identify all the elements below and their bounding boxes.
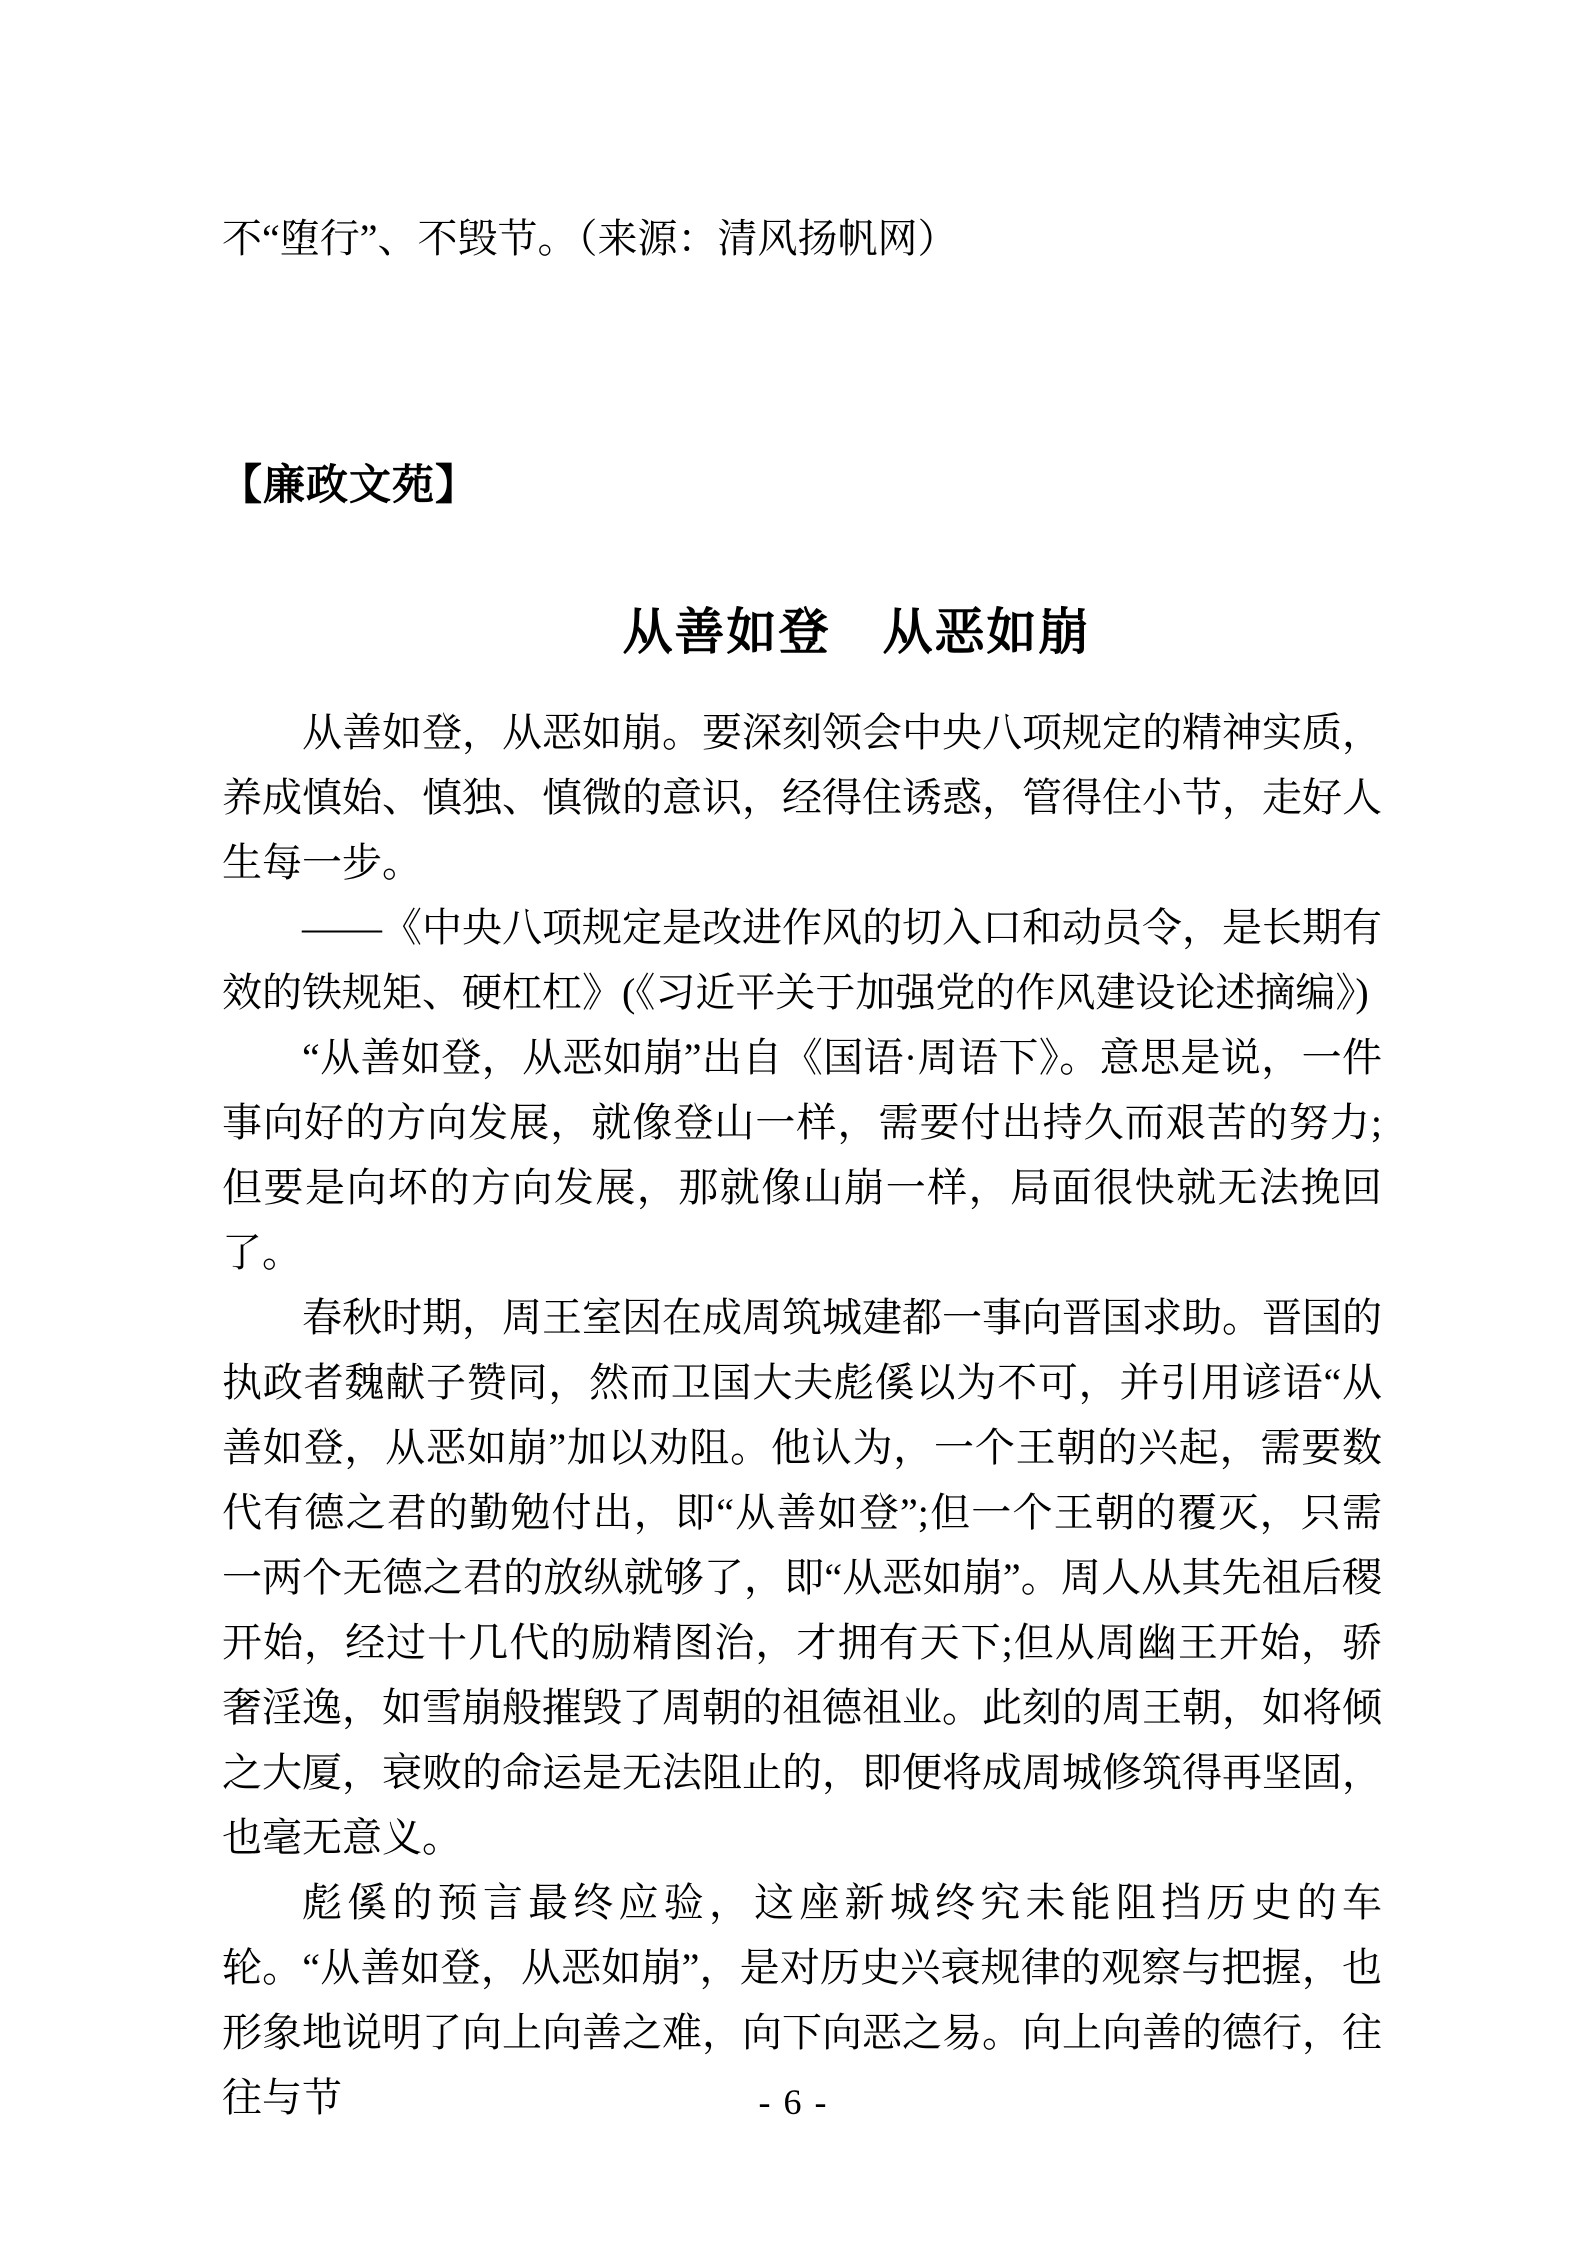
article-body [222, 700, 1382, 2130]
body-paragraph: 春秋时期，周王室因在成周筑城建都一事向晋国求助。晋国的执政者魏献子赞同，然而卫国大夫彪傒以为不可，并引用谚语“从善如登，从恶如崩”加以劝阻。他认为，一个王朝的兴起，需要数代有德之君的勤勉付出，即“从善如登”;但一个王朝的覆灭，只需一两个无德之君的放纵就够了，即“从恶如崩”。周人从其先祖后稷开始，经过十几代的励精图治，才拥有天下;但从周幽王开始，骄奢淫逸，如雪崩般摧毁了周朝的祖德祖业。此刻的周王朝，如将倾之大厦，衰败的命运是无法阻止的，即便将成周城修筑得再坚固，也毫无意义。 [222, 1295, 1382, 1860]
section-header: 【廉政文苑】 [220, 463, 479, 509]
body-paragraph: “从善如登，从恶如崩”出自《国语·周语下》。意思是说，一件事向好的方向发展，就像登山一样，需要付出持久而艰苦的努力;但要是向坏的方向发展，那就像山崩一样，局面很快就无法挽回了。 [222, 1035, 1382, 1275]
page-number-footer: - 6 - [758, 2082, 829, 2122]
body-paragraph: 从善如登，从恶如崩。要深刻领会中央八项规定的精神实质，养成慎始、慎独、慎微的意识，经得住诱惑，管得住小节，走好人生每一步。 [222, 710, 1382, 885]
body-paragraph: ——《中央八项规定是改进作风的切入口和动员令，是长期有效的铁规矩、硬杠杠》(《习近平关于加强党的作风建设论述摘编》) [222, 905, 1382, 1015]
article-title: 从善如登 从恶如崩 [622, 604, 1091, 660]
body-paragraph: 彪傒的预言最终应验，这座新城终究未能阻挡历史的车轮。“从善如登，从恶如崩”，是对历史兴衰规律的观察与把握，也形象地说明了向上向善之难，向下向恶之易。向上向善的德行，往往与节 [222, 1880, 1382, 2120]
continuation-paragraph: 不“堕行”、不毁节。（来源：清风扬帆网） [222, 216, 958, 261]
